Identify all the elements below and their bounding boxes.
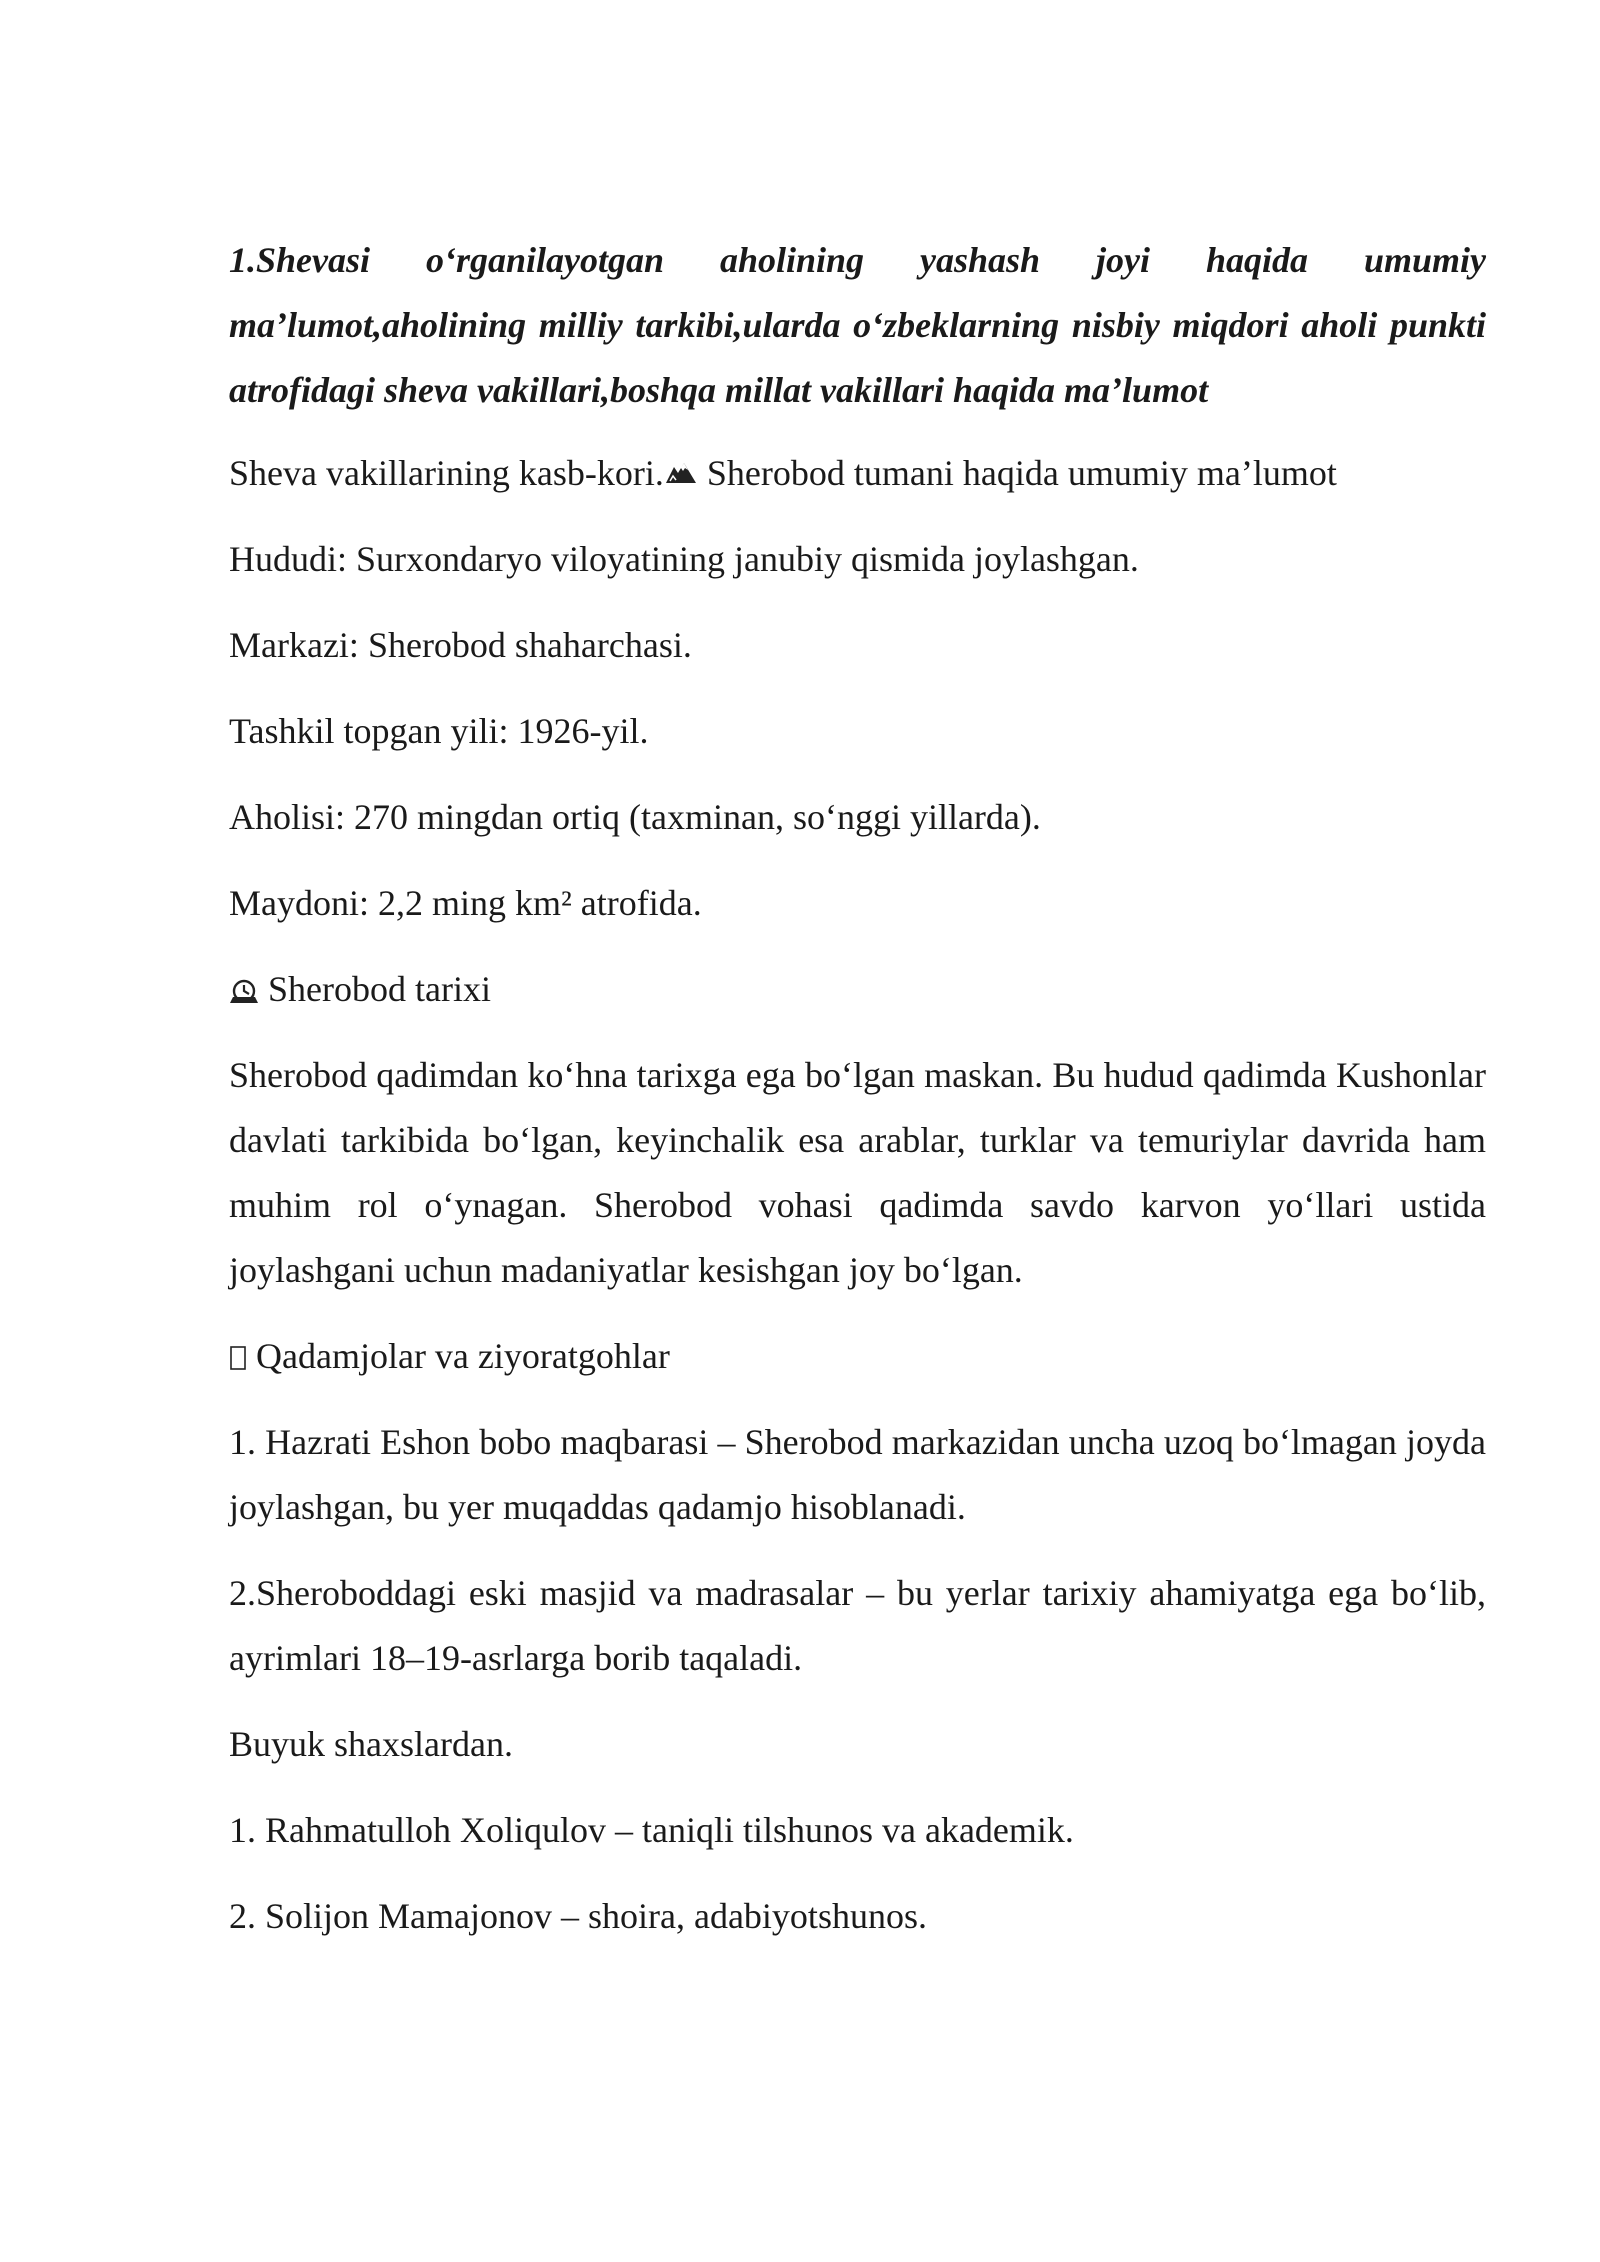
sunset-clock-icon xyxy=(229,977,259,1005)
person-item-2: 2. Solijon Mamajonov – shoira, adabiyotshunos. xyxy=(229,1896,927,1936)
intro-line xyxy=(229,441,1486,506)
mountain-icon xyxy=(664,459,698,489)
shrines-title: Qadamjolar va ziyoratgohlar xyxy=(247,1336,670,1376)
shrines-title-line xyxy=(229,1324,1486,1389)
missing-glyph-icon xyxy=(229,1344,247,1372)
fact-territory: Hududi: Surxondaryo viloyatining janubiy qismida joylashgan. xyxy=(229,539,1139,579)
fact-center: Markazi: Sherobod shaharchasi. xyxy=(229,625,692,665)
fact-area: Maydoni: 2,2 ming km² atrofida. xyxy=(229,883,702,923)
intro-suffix: Sherobod tumani haqida umumiy ma’lumot xyxy=(697,453,1337,493)
document-page xyxy=(229,228,1486,1970)
person-item-1: 1. Rahmatulloh Xoliqulov – taniqli tilshunos va akademik. xyxy=(229,1810,1074,1850)
fact-founded: Tashkil topgan yili: 1926-yil. xyxy=(229,711,649,751)
section-heading: 1.Shevasi o‘rganilayotgan aholining yashash joyi haqida umumiy ma’lumot,aholining milliy tarkibi,ularda o‘zbeklarning nisbiy miqdori aholi punkti atrofidagi sheva vakillari,boshqa millat vakillari haqida ma’lumot xyxy=(229,240,1486,410)
history-body: Sherobod qadimdan ko‘hna tarixga ega bo‘lgan maskan. Bu hudud qadimda Kushonlar davlati tarkibida bo‘lgan, keyinchalik esa arablar, turklar va temuriylar davrida ham muhim rol o‘ynagan. Sherobod vohasi qadimda savdo karvon yo‘llari ustida joylashgani uchun madaniyatlar kesishgan joy bo‘lgan. xyxy=(229,1055,1486,1290)
intro-prefix: Sheva vakillarining kasb-kori. xyxy=(229,453,664,493)
fact-population: Aholisi: 270 mingdan ortiq (taxminan, so‘nggi yillarda). xyxy=(229,797,1041,837)
shrine-item-1: 1. Hazrati Eshon bobo maqbarasi – Sherobod markazidan uncha uzoq bo‘lmagan joyda joylashgan, bu yer muqaddas qadamjo hisoblanadi. xyxy=(229,1422,1486,1527)
shrine-item-2: 2.Sheroboddagi eski masjid va madrasalar – bu yerlar tarixiy ahamiyatga ega bo‘lib, ayrimlari 18–19-asrlarga borib taqaladi. xyxy=(229,1573,1486,1678)
people-title: Buyuk shaxslardan. xyxy=(229,1724,513,1764)
history-title-line xyxy=(229,957,1486,1022)
history-title: Sherobod tarixi xyxy=(259,969,491,1009)
